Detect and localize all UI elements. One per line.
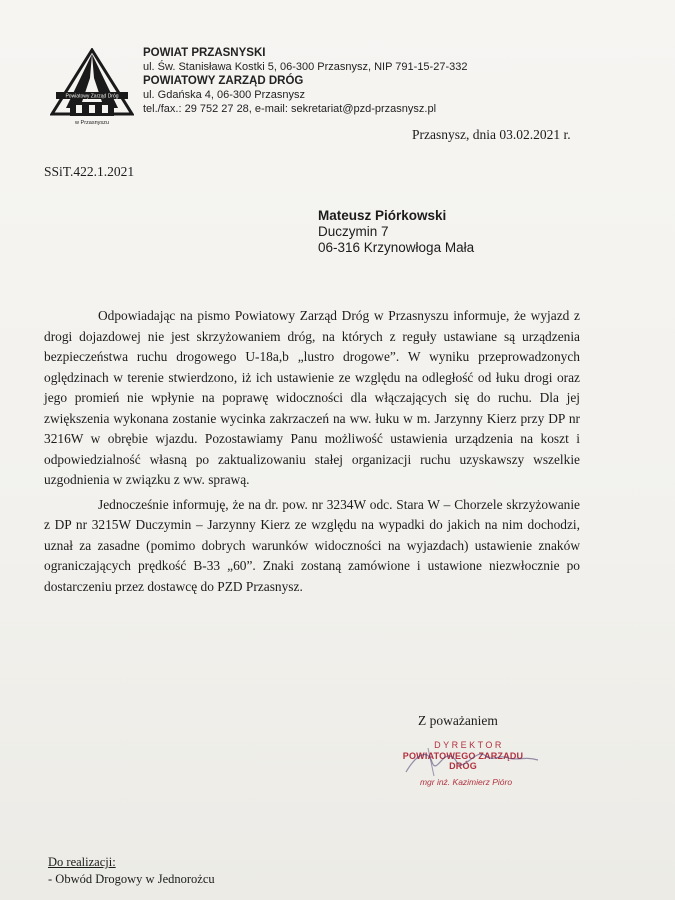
footer-item: - Obwód Drogowy w Jednorożcu [48, 872, 215, 886]
letterhead [143, 46, 467, 116]
contact-info: tel./fax.: 29 752 27 28, e-mail: sekretariat@pzd-przasnysz.pl [143, 103, 437, 115]
svg-text:w Przasnyszu: w Przasnyszu [75, 120, 109, 126]
stamp-person: mgr inż. Kazimierz Pióro [419, 777, 513, 787]
footer-title: Do realizacji: [48, 855, 116, 869]
svg-text:Powiatowy Zarząd Dróg: Powiatowy Zarząd Dróg [65, 93, 119, 100]
handwritten-signature [398, 742, 548, 782]
recipient-street: Duczymin 7 [318, 224, 389, 239]
body-paragraph-2: Jednocześnie informuję, że na dr. pow. nr 3234W odc. Stara W – Chorzele skrzyżowanie z DP nr 3215W Duczymin – Jarzynny Kierz ze względu na wypadki do jakich na nim dochodzi, uznał za zasadne (pomimo dobrych warunków widoczności na wyjazdach) ustawienie znaków ograniczających prędkość B-33 „60”. Znaki zostaną zamówione i ustawione niezwłocznie po dostarczeniu przez dostawcę do PZD Przasnysz. [44, 496, 580, 594]
body-paragraph-1: Odpowiadając na pismo Powiatowy Zarząd Dróg w Przasnyszu informuje, że wyjazd z drogi dojazdowej nie jest skrzyżowaniem dróg, na których z reguły ustawiane są urządzenia bezpieczeństwa ruchu drogowego U-18a,b „lustro drogowe”. W wyniku przeprowadzonych oględzinach w terenie stwierdzono, iż ich ustawienie ze względu na odległość od łuku drogi oraz jego promień nie wpłynie na poprawę widoczności dla włączających się do ruchu. Dla jej zwiększenia wykonana zostanie wycinka zakrzaczeń na ww. łuku w m. Jarzynny Kierz przy DP nr 3216W w obrębie wjazdu. Pozostawiamy Panu możliwość ustawienia urządzenia na koszt i odpowiedzialność własną po zaktualizowaniu stałej organizacji ruchu uzyskawszy wszelkie uzgodnienia w związku z ww. sprawą. [44, 308, 580, 487]
recipient-city: 06-316 Krzynowłoga Mała [318, 240, 475, 255]
recipient-name: Mateusz Piórkowski [318, 208, 447, 223]
pzd-logo [50, 48, 134, 128]
stamp-title: DYREKTOR [434, 740, 504, 750]
letter-body [44, 306, 580, 597]
footer-distribution [48, 854, 215, 888]
county-address: ul. Św. Stanisława Kostki 5, 06-300 Przasnysz, NIP 791-15-27-332 [143, 61, 468, 73]
date-line: Przasnysz, dnia 03.02.2021 r. [412, 127, 571, 142]
stamp-office: POWIATOWEGO ZARZĄDU DRÓG [402, 751, 524, 771]
closing-salutation: Z poważaniem [418, 713, 498, 728]
roads-address: ul. Gdańska 4, 06-300 Przasnysz [143, 89, 306, 101]
reference-number: SSiT.422.1.2021 [44, 164, 135, 179]
org-name-roads: POWIATOWY ZARZĄD DRÓG [143, 75, 304, 87]
org-name-county: POWIAT PRZASNYSKI [143, 47, 266, 59]
recipient-block [318, 208, 474, 256]
